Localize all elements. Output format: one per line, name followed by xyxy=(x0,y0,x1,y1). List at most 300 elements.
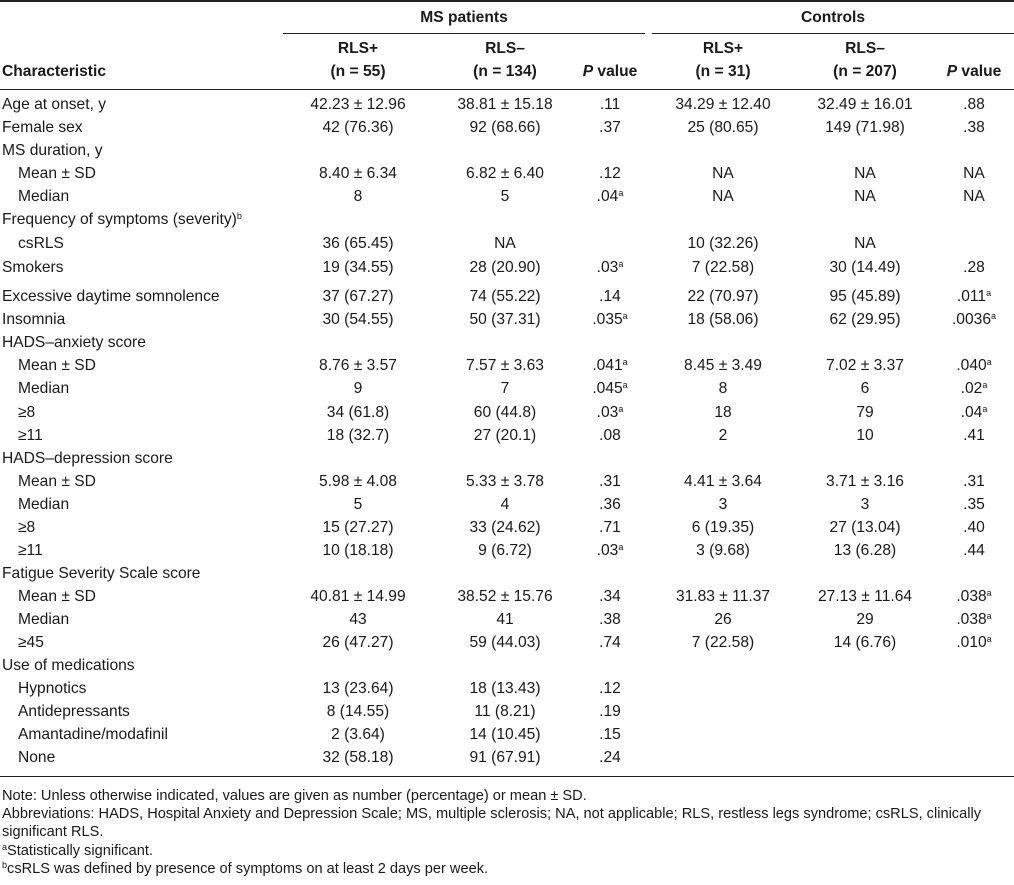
table-cell xyxy=(575,188,645,206)
cell-value: .14 xyxy=(599,288,621,305)
cell-value: 29 xyxy=(856,611,874,628)
footnote-a xyxy=(2,842,1007,860)
table-cell xyxy=(283,703,433,721)
cell-value: .040 xyxy=(956,357,987,374)
table-cell xyxy=(283,288,433,306)
table-cell xyxy=(430,749,580,767)
table-cell xyxy=(575,380,645,398)
row-label xyxy=(18,611,69,629)
table-cell xyxy=(430,588,580,606)
row-label-text: Mean ± SD xyxy=(18,473,96,490)
cell-value: .11 xyxy=(599,96,621,113)
cell-value: 74 (55.22) xyxy=(469,288,541,305)
table-cell xyxy=(575,611,645,629)
table-cell xyxy=(790,634,940,652)
table-cell xyxy=(648,542,798,560)
row-label-text: Median xyxy=(18,496,70,513)
cell-value: .041 xyxy=(592,357,623,374)
table-cell xyxy=(934,496,1014,514)
row-label-text: Antidepressants xyxy=(18,703,130,720)
cell-value: 26 (47.27) xyxy=(322,634,394,651)
row-label xyxy=(2,450,173,468)
table-cell xyxy=(934,473,1014,491)
table-cell xyxy=(430,611,580,629)
cell-value: 3 xyxy=(860,496,870,513)
table-cell xyxy=(283,611,433,629)
cell-value: .24 xyxy=(599,749,621,766)
table-cell xyxy=(648,473,798,491)
significance-mark: a xyxy=(986,288,992,298)
ms-p-rest: value xyxy=(593,63,638,80)
cell-value: 36 (65.45) xyxy=(322,235,394,252)
row-label xyxy=(18,188,69,206)
table-cell xyxy=(575,404,645,422)
cell-value: 27 (13.04) xyxy=(829,519,901,536)
cell-value: 27 (20.1) xyxy=(473,427,537,444)
row-label xyxy=(18,542,43,560)
table-cell xyxy=(790,496,940,514)
cell-value: 5.33 ± 3.78 xyxy=(466,473,544,490)
table-cell xyxy=(575,542,645,560)
cell-value: .28 xyxy=(963,259,985,276)
cell-value: 2 xyxy=(718,427,728,444)
table-cell xyxy=(430,188,580,206)
cell-value: NA xyxy=(854,165,876,182)
table-cell xyxy=(430,119,580,137)
row-label-text: Female sex xyxy=(2,119,83,136)
cell-value: 7 (22.58) xyxy=(691,259,755,276)
ms-group-rule xyxy=(283,33,645,34)
row-label xyxy=(2,259,64,277)
cell-value: .88 xyxy=(963,96,985,113)
row-label xyxy=(18,473,96,491)
row-label xyxy=(18,703,130,721)
cell-value: 10 (32.26) xyxy=(687,235,759,252)
cell-value: 7.02 ± 3.37 xyxy=(826,357,904,374)
row-label-text: Amantadine/modafinil xyxy=(18,726,168,743)
ctrl-p-rest: value xyxy=(957,63,1002,80)
cell-value: 7 xyxy=(500,380,510,397)
table-cell xyxy=(575,703,645,721)
table-cell xyxy=(934,165,1014,183)
cell-value: 41 xyxy=(496,611,514,628)
cell-value: 4 xyxy=(500,496,510,513)
cell-value: 30 (14.49) xyxy=(829,259,901,276)
row-label xyxy=(18,749,55,767)
cell-value: 7.57 ± 3.63 xyxy=(466,357,544,374)
group-header-ms: MS patients xyxy=(420,9,508,26)
row-label-text: ≥45 xyxy=(18,634,44,651)
table-cell xyxy=(430,726,580,744)
cell-value: .19 xyxy=(599,703,621,720)
table-cell xyxy=(790,473,940,491)
cell-value: 3.71 ± 3.16 xyxy=(826,473,904,490)
table-cell xyxy=(648,235,798,253)
cell-value: .44 xyxy=(963,542,985,559)
cell-value: 30 (54.55) xyxy=(322,311,394,328)
cell-value: .04 xyxy=(596,188,619,205)
footnote-b-text: csRLS was defined by presence of symptoms on at least 2 days per week. xyxy=(7,860,489,877)
cell-value: 14 (6.76) xyxy=(833,634,897,651)
row-label xyxy=(18,496,69,514)
table-cell xyxy=(648,404,798,422)
row-label-text: Hypnotics xyxy=(18,680,87,697)
cell-value: .04 xyxy=(960,404,983,421)
table-cell xyxy=(934,96,1014,114)
table-cell xyxy=(648,288,798,306)
row-label-text: Median xyxy=(18,611,70,628)
table-cell xyxy=(283,188,433,206)
row-label xyxy=(18,680,86,698)
cell-value: .035 xyxy=(592,311,623,328)
cell-value: 38.52 ± 15.76 xyxy=(457,588,553,605)
table-cell xyxy=(934,542,1014,560)
table-cell xyxy=(934,311,1014,329)
row-label-text: Fatigue Severity Scale score xyxy=(2,565,201,582)
cell-value: 6 (19.35) xyxy=(691,519,755,536)
cell-value: 14 (10.45) xyxy=(469,726,541,743)
table-cell xyxy=(283,749,433,767)
table-cell xyxy=(283,259,433,277)
cell-value: 3 xyxy=(718,496,728,513)
table-cell xyxy=(790,119,940,137)
table-cell xyxy=(430,519,580,537)
ctrl-rls-plus-n: (n = 31) xyxy=(695,63,751,80)
ctrl-rls-minus-label: RLS– xyxy=(845,40,885,57)
cell-value: 8 xyxy=(353,188,363,205)
cell-value: NA xyxy=(963,188,985,205)
table-cell xyxy=(575,519,645,537)
table-cell xyxy=(790,259,940,277)
ms-rls-plus-n: (n = 55) xyxy=(330,63,386,80)
cell-value: .15 xyxy=(599,726,621,743)
table-cell xyxy=(790,611,940,629)
table-cell xyxy=(430,404,580,422)
cell-value: .74 xyxy=(599,634,621,651)
ctrl-p-italic: P xyxy=(946,63,958,80)
cell-value: 34.29 ± 12.40 xyxy=(675,96,771,113)
cell-value: 43 xyxy=(349,611,367,628)
table-cell xyxy=(934,357,1014,375)
cell-value: 19 (34.55) xyxy=(322,259,394,276)
table-cell xyxy=(283,380,433,398)
row-label xyxy=(2,288,220,306)
table-cell xyxy=(648,165,798,183)
row-label xyxy=(2,142,103,160)
table-cell xyxy=(648,96,798,114)
table-cell xyxy=(283,496,433,514)
table-cell xyxy=(790,588,940,606)
row-label xyxy=(2,211,242,229)
table-cell xyxy=(934,188,1014,206)
row-label-text: HADS–depression score xyxy=(2,450,173,467)
cell-value: NA xyxy=(854,235,876,252)
row-label-text: ≥8 xyxy=(18,404,36,421)
table-cell xyxy=(575,496,645,514)
table-cell xyxy=(790,404,940,422)
table-cell xyxy=(283,165,433,183)
table-cell xyxy=(790,235,940,253)
table-cell xyxy=(790,427,940,445)
row-label-text: None xyxy=(18,749,56,766)
cell-value: .03 xyxy=(596,542,619,559)
significance-mark: a xyxy=(986,588,992,598)
column-header-characteristic: Characteristic xyxy=(2,63,107,80)
table-cell xyxy=(575,634,645,652)
cell-value: 25 (80.65) xyxy=(687,119,759,136)
table-cell xyxy=(648,259,798,277)
cell-value: 32 (58.18) xyxy=(322,749,394,766)
table-cell xyxy=(575,680,645,698)
cell-value: 18 xyxy=(714,404,732,421)
cell-value: .38 xyxy=(963,119,985,136)
cell-value: .010 xyxy=(956,634,987,651)
table-cell xyxy=(430,380,580,398)
table-cell xyxy=(283,588,433,606)
cell-value: 9 (6.72) xyxy=(478,542,532,559)
table-cell xyxy=(283,726,433,744)
table-cell xyxy=(934,588,1014,606)
table-cell xyxy=(790,542,940,560)
cell-value: 149 (71.98) xyxy=(825,119,905,136)
row-label xyxy=(18,165,96,183)
column-header-ctrl-rls-minus xyxy=(790,40,940,81)
table-cell xyxy=(283,542,433,560)
cell-value: .045 xyxy=(592,380,623,397)
table-cell xyxy=(648,427,798,445)
row-label xyxy=(18,726,168,744)
table-cell xyxy=(575,165,645,183)
cell-value: .34 xyxy=(599,588,621,605)
cell-value: 42.23 ± 12.96 xyxy=(310,96,406,113)
table-cell xyxy=(283,311,433,329)
significance-mark: a xyxy=(982,404,988,414)
cell-value: 10 (18.18) xyxy=(322,542,394,559)
table-cell xyxy=(430,680,580,698)
cell-value: 18 (58.06) xyxy=(687,311,759,328)
row-label-text: Excessive daytime somnolence xyxy=(2,288,220,305)
row-label-footnote-mark: b xyxy=(236,211,242,221)
cell-value: 5 xyxy=(353,496,363,513)
row-label-text: Mean ± SD xyxy=(18,588,96,605)
ms-rls-minus-label: RLS– xyxy=(485,40,525,57)
row-label xyxy=(2,334,146,352)
cell-value: 59 (44.03) xyxy=(469,634,541,651)
cell-value: NA xyxy=(854,188,876,205)
ms-rls-minus-n: (n = 134) xyxy=(473,63,537,80)
row-label xyxy=(18,380,69,398)
cell-value: .03 xyxy=(596,259,619,276)
cell-value: 27.13 ± 11.64 xyxy=(817,588,913,605)
row-label xyxy=(2,311,65,329)
cell-value: 42 (76.36) xyxy=(322,119,394,136)
cell-value: 91 (67.91) xyxy=(469,749,541,766)
cell-value: .71 xyxy=(599,519,621,536)
significance-mark: a xyxy=(986,611,992,621)
table-cell xyxy=(934,611,1014,629)
cell-value: 40.81 ± 14.99 xyxy=(310,588,406,605)
cell-value: 34 (61.8) xyxy=(326,404,390,421)
cell-value: NA xyxy=(712,165,734,182)
table-notes xyxy=(2,787,1007,878)
table-cell xyxy=(430,542,580,560)
row-label-text: Mean ± SD xyxy=(18,357,96,374)
significance-mark: a xyxy=(986,634,992,644)
cell-value: .0036 xyxy=(951,311,991,328)
table-cell xyxy=(575,588,645,606)
footnote-b-mark: b xyxy=(2,859,8,870)
row-label xyxy=(18,404,35,422)
table-cell xyxy=(575,473,645,491)
significance-mark: a xyxy=(622,311,628,321)
table-cell xyxy=(648,496,798,514)
row-label-text: ≥11 xyxy=(18,427,43,444)
row-label-text: ≥8 xyxy=(18,519,36,536)
cell-value: 13 (23.64) xyxy=(322,680,394,697)
table-cell xyxy=(283,96,433,114)
row-label-text: Frequency of symptoms (severity) xyxy=(2,211,237,228)
table-cell xyxy=(575,119,645,137)
table-cell xyxy=(575,726,645,744)
cell-value: 18 (13.43) xyxy=(469,680,541,697)
row-label xyxy=(18,235,64,253)
table-cell xyxy=(934,288,1014,306)
table-cell xyxy=(790,288,940,306)
cell-value: 10 xyxy=(856,427,874,444)
row-label-text: Age at onset, y xyxy=(2,96,107,113)
cell-value: 11 (8.21) xyxy=(474,703,536,720)
row-label-text: Insomnia xyxy=(2,311,66,328)
cell-value: .31 xyxy=(963,473,985,490)
row-label xyxy=(18,519,35,537)
cell-value: 31.83 ± 11.37 xyxy=(675,588,771,605)
table-cell xyxy=(648,611,798,629)
significance-mark: a xyxy=(622,357,628,367)
table-cell xyxy=(648,188,798,206)
cell-value: 6 xyxy=(860,380,870,397)
footnote-b xyxy=(2,860,1007,878)
significance-mark: a xyxy=(622,380,628,390)
significance-mark: a xyxy=(618,404,624,414)
cell-value: .12 xyxy=(599,165,621,182)
table-cell xyxy=(283,235,433,253)
table-cell xyxy=(575,311,645,329)
table-cell xyxy=(934,259,1014,277)
row-label xyxy=(2,657,135,675)
cell-value: 15 (27.27) xyxy=(322,519,394,536)
table-bottom-rule xyxy=(0,776,1014,777)
cell-value: 8 (14.55) xyxy=(326,703,390,720)
cell-value: 79 xyxy=(856,404,874,421)
table-cell xyxy=(283,404,433,422)
table-cell xyxy=(648,311,798,329)
row-label xyxy=(18,357,96,375)
cell-value: .40 xyxy=(963,519,985,536)
column-header-ms-rls-plus xyxy=(283,40,433,81)
table-cell xyxy=(934,404,1014,422)
column-header-ms-rls-minus xyxy=(430,40,580,81)
table-cell xyxy=(575,96,645,114)
table-cell xyxy=(283,634,433,652)
cell-value: 8.45 ± 3.49 xyxy=(684,357,762,374)
table-cell xyxy=(430,634,580,652)
column-header-ctrl-p-value xyxy=(934,63,1014,81)
cell-value: 13 (6.28) xyxy=(833,542,897,559)
cell-value: 5.98 ± 4.08 xyxy=(319,473,397,490)
table-cell xyxy=(790,380,940,398)
cell-value: .41 xyxy=(963,427,985,444)
row-label-text: Median xyxy=(18,380,70,397)
cell-value: .038 xyxy=(956,588,987,605)
row-label-text: MS duration, y xyxy=(2,142,103,159)
cell-value: 95 (45.89) xyxy=(829,288,901,305)
row-label xyxy=(2,96,106,114)
table-cell xyxy=(790,165,940,183)
table-cell xyxy=(430,96,580,114)
cell-value: 6.82 ± 6.40 xyxy=(466,165,544,182)
cell-value: 60 (44.8) xyxy=(473,404,537,421)
cell-value: 62 (29.95) xyxy=(829,311,901,328)
cell-value: .02 xyxy=(960,380,983,397)
table-cell xyxy=(934,380,1014,398)
table-cell xyxy=(648,380,798,398)
table-cell xyxy=(648,357,798,375)
cell-value: 28 (20.90) xyxy=(469,259,541,276)
row-label-text: Use of medications xyxy=(2,657,135,674)
footnote-a-text: Statistically significant. xyxy=(7,842,154,859)
significance-mark: a xyxy=(618,542,624,552)
header-bottom-rule xyxy=(0,89,1014,90)
group-header-controls: Controls xyxy=(800,9,866,26)
cell-value: 5 xyxy=(500,188,510,205)
column-header-ms-p-value xyxy=(575,63,645,81)
ms-rls-plus-label: RLS+ xyxy=(337,40,379,57)
table-cell xyxy=(575,259,645,277)
table-cell xyxy=(575,288,645,306)
ctrl-rls-minus-n: (n = 207) xyxy=(833,63,897,80)
table-cell xyxy=(430,311,580,329)
table-cell xyxy=(648,119,798,137)
cell-value: 92 (68.66) xyxy=(469,119,541,136)
cell-value: 3 (9.68) xyxy=(696,542,750,559)
table-cell xyxy=(430,496,580,514)
cell-value: .03 xyxy=(596,404,619,421)
table-cell xyxy=(575,749,645,767)
note-text: Note: Unless otherwise indicated, values are given as number (percentage) or mean ± SD. xyxy=(2,788,587,804)
cell-value: .31 xyxy=(599,473,621,490)
cell-value: NA xyxy=(963,165,985,182)
cell-value: 32.49 ± 16.01 xyxy=(817,96,913,113)
table-cell xyxy=(790,311,940,329)
cell-value: 8.40 ± 6.34 xyxy=(319,165,397,182)
significance-mark: a xyxy=(986,357,992,367)
table-cell xyxy=(790,96,940,114)
row-label-text: Smokers xyxy=(2,259,64,276)
table-cell xyxy=(648,519,798,537)
table-cell xyxy=(934,634,1014,652)
cell-value: 22 (70.97) xyxy=(687,288,759,305)
row-label-text: Mean ± SD xyxy=(18,165,96,182)
ms-p-italic: P xyxy=(582,63,594,80)
table-cell xyxy=(283,357,433,375)
cell-value: 9 xyxy=(353,380,363,397)
cell-value: 37 (67.27) xyxy=(322,288,394,305)
table-cell xyxy=(790,519,940,537)
cell-value: .38 xyxy=(599,611,621,628)
table-cell xyxy=(575,427,645,445)
table-cell xyxy=(648,634,798,652)
cell-value: .08 xyxy=(599,427,621,444)
